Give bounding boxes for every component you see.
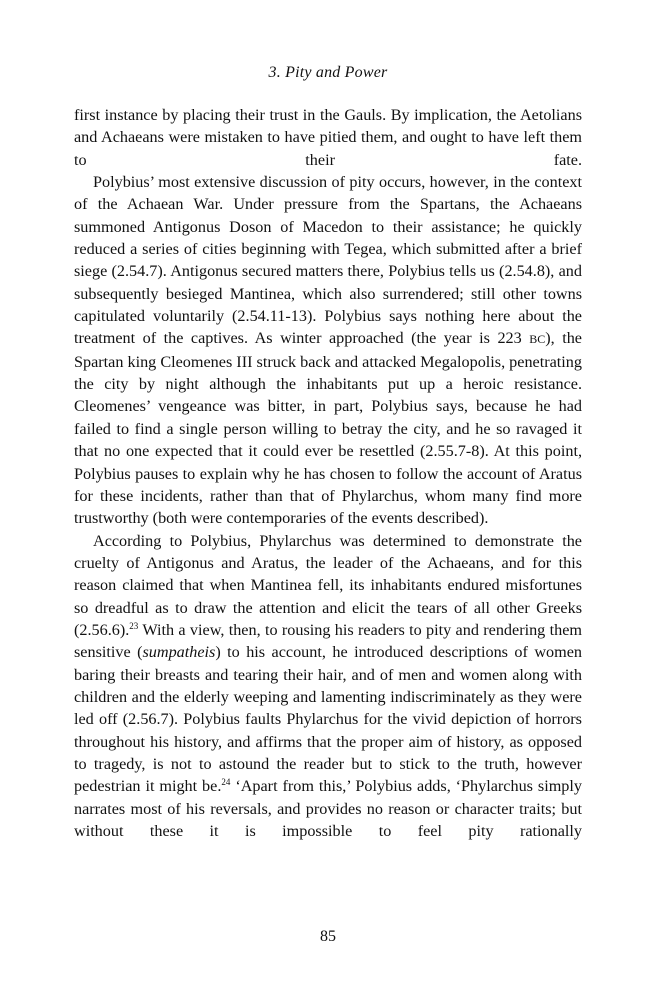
running-head: 3. Pity and Power <box>268 64 388 81</box>
book-page <box>74 0 582 1004</box>
footnote-ref: 24 <box>221 777 231 788</box>
paragraph-3 <box>74 530 582 843</box>
text-run: ‘Apart from this,’ Polybius adds, ‘Phylarchus simply narrates most of his reversals, and provides no reason or character traits; but without these it is impossible to feel pity rationally <box>74 777 582 840</box>
small-caps-abbrev: BC <box>529 332 546 347</box>
page-number: 85 <box>320 928 336 945</box>
text-run: Polybius’ most extensive discussion of pity occurs, however, in the context of the Achaean War. Under pressure from the Spartans, the Achaeans summoned Antigonus Doson of Macedon to their assistance; he quickly reduced a series of cities beginning with Tegea, which submitted after a brief siege (2.54.7). Antigonus secured matters there, Polybius tells us (2.54.8), and subsequently besieged Mantinea, which also surrendered; still other towns capitulated voluntarily (2.54.11-13). Polybius says nothing here about the treatment of the captives. As winter approached (the year is 223 <box>74 173 582 348</box>
italic-term: sumpatheis <box>142 643 216 662</box>
footnote-ref: 23 <box>129 620 139 631</box>
text-run: ), the Spartan king Cleomenes III struck back and attacked Megalopolis, penetrating the city by night although the inhabitants put up a heroic resistance. Cleomenes’ vengeance was bitter, in part, Polybius says, because he had failed to find a single person willing to betray the city, and he so ravaged it that no one expected that it could ever be resettled (2.55.7-8). At this point, Polybius pauses to explain why he has chosen to follow the account of Aratus for these incidents, rather than that of Phylarchus, whom many find more trustworthy (both were contemporaries of the events described). <box>74 329 582 528</box>
paragraph-1 <box>74 104 582 171</box>
text-run: With a view, then, to rousing his readers to pity and rendering them sensitive ( <box>74 620 582 662</box>
text-run: According to Polybius, Phylarchus was determined to demonstrate the cruelty of Antigonus and Aratus, the leader of the Achaeans, and for this reason claimed that when Mantinea fell, its inhabitants endured misfortunes so dreadful as to draw the attention and elicit the tears of all other Greeks (2.56.6). <box>74 531 582 639</box>
text-run: first instance by placing their trust in the Gauls. By implication, the Aetolians and Achaeans were mistaken to have pitied them, and ought to have left them to their fate. <box>74 106 582 169</box>
body-text <box>74 104 582 842</box>
paragraph-2 <box>74 171 582 530</box>
text-run: ) to his account, he introduced descriptions of women baring their breasts and tearing their hair, and of men and women along with children and the elderly weeping and lamenting indiscriminately as they were led off (2.56.7). Polybius faults Phylarchus for the vivid depiction of horrors throughout his history, and affirms that the proper aim of history, as opposed to tragedy, is not to astound the reader but to stick to the truth, however pedestrian it might be. <box>74 643 582 796</box>
